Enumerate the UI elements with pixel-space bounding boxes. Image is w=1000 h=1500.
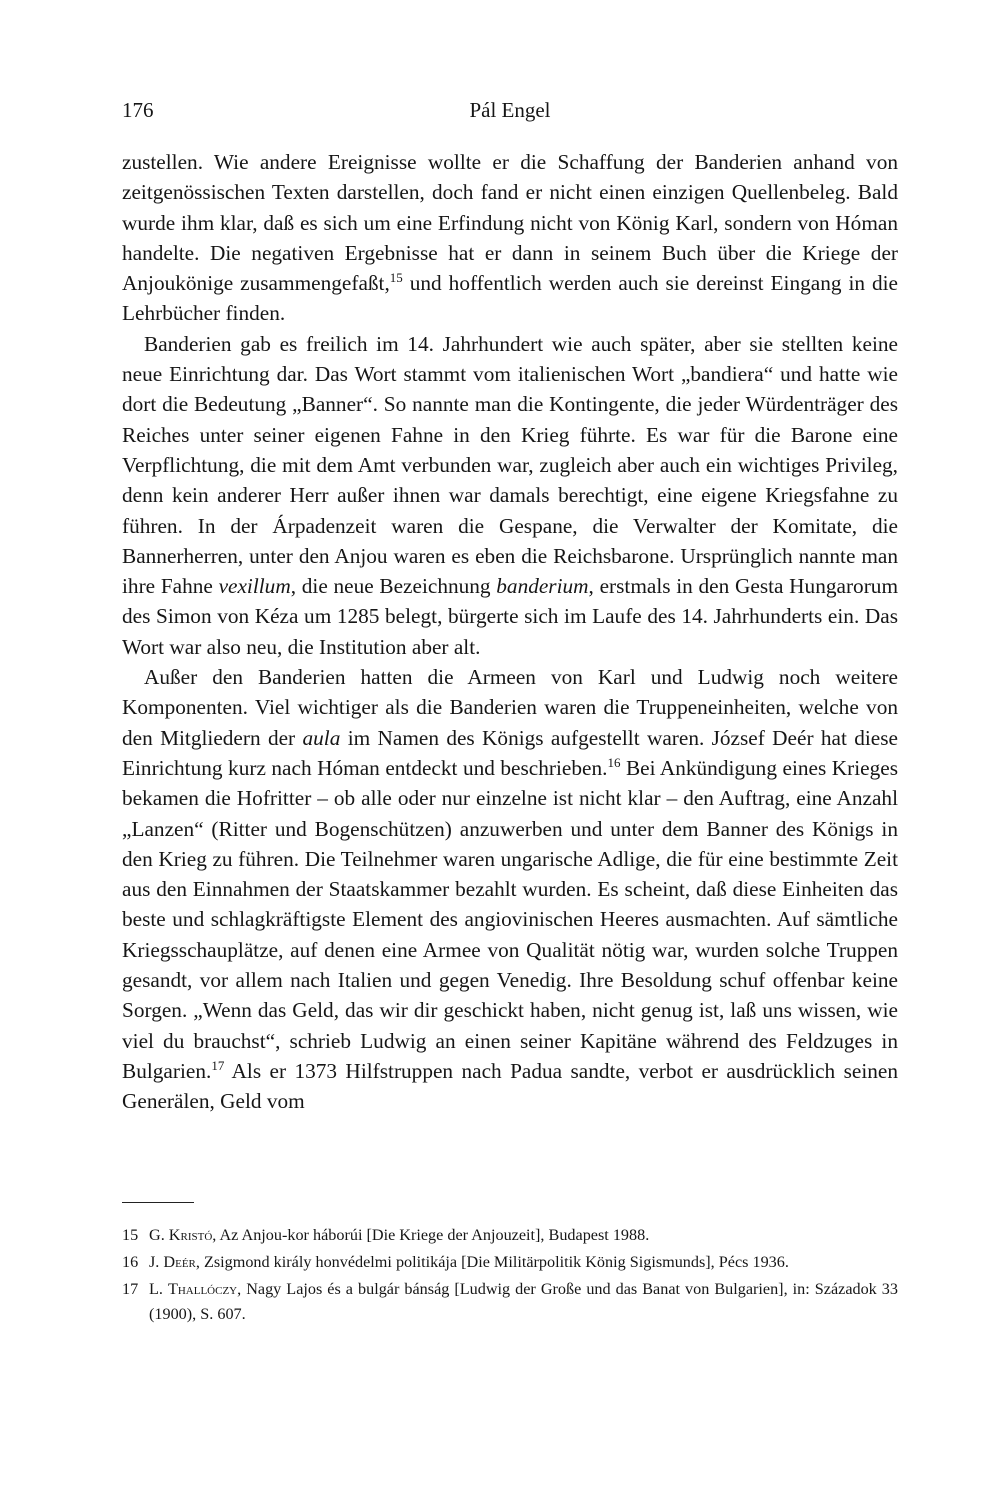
- footnote-text: [149, 1253, 789, 1271]
- text-run: Als er 1373 Hilfstruppen nach Padua sandte, verbot er ausdrücklich seinen Generälen, Geld vom: [122, 1058, 898, 1114]
- footnote-number: 17: [122, 1280, 139, 1298]
- text-run: , Az Anjou-kor háborúi [Die Kriege der Anjouzeit], Budapest 1988.: [212, 1226, 650, 1244]
- footnote-15: [122, 1223, 898, 1248]
- paragraph-2: [122, 329, 898, 662]
- text-run: , erstmals in den Gesta Hungarorum des Simon von Kéza um 1285 belegt, bürgerte sich im Laufe des 14. Jahrhunderts ein. Das Wort war also neu, die Institution aber alt.: [122, 574, 899, 659]
- footnote-separator: [122, 1202, 194, 1203]
- text-run: im Namen des Königs aufgestellt waren. József Deér hat diese Einrichtung kurz nach Hóman entdeckt und beschrieben.: [122, 725, 898, 780]
- body-text: [122, 147, 898, 1117]
- text-run: Bei Ankündigung eines Krieges bekamen die Hofritter – ob alle oder nur einzelne ist nicht klar – den Auftrag, eine Anzahl „Lanzen“ (Ritter und Bogenschützen) anzuwerben und unter dem Banner des Königs in den Krieg zu führen. Die Teilnehmer waren ungarische Adlige, die für eine bestimmte Zeit aus den Einnahmen der Staatskammer bezahlt wurden. Es scheint, daß diese Einheiten das beste und schlagkräftigste Element des angiovinischen Heeres ausmachten. Auf sämtliche Kriegsschauplätze, auf denen eine Armee von Qualität nötig war, wurden solche Truppen gesandt, vor allem nach Italien und gegen Venedig. Ihre Besoldung schuf offenbar keine Sorgen. „Wenn das Geld, das wir dir geschickt haben, nicht genug ist, laß uns wissen, wie viel du brauchst“, schrieb Ludwig an einen seiner Kapitäne während des Feldzuges in Bulgarien.: [122, 755, 898, 1083]
- footnote-17: [122, 1277, 898, 1327]
- italic-text: aula: [302, 725, 341, 750]
- author-name: Kristó: [168, 1226, 213, 1244]
- text-run: , die neue Bezeichnung: [290, 574, 497, 599]
- footnote-reference: 17: [211, 1057, 225, 1073]
- text-run: , Zsigmond király honvédelmi politikája [Die Militärpolitik König Sigismunds], Pécs 1936.: [195, 1253, 789, 1271]
- footnote-number: 15: [122, 1226, 139, 1244]
- text-run: G.: [149, 1226, 169, 1244]
- footnote-reference: 15: [389, 270, 403, 286]
- text-run: L.: [149, 1280, 168, 1298]
- paragraph-1: [122, 147, 898, 329]
- page-header: [122, 98, 898, 130]
- italic-text: banderium: [496, 574, 589, 599]
- footnote-number: 16: [122, 1253, 139, 1271]
- text-run: zustellen. Wie andere Ereignisse wollte er die Schaffung der Banderien anhand von zeitgenössischen Texten darstellen, doch fand er nicht einen einzigen Quellenbeleg. Bald wurde ihm klar, daß es sich um eine Erfindung nicht von König Karl, sondern von Hóman handelte. Die negativen Ergebnisse hat er dann in seinem Buch über die Kriege der Anjoukönige zusammengefaßt,: [122, 150, 898, 296]
- footnote-16: [122, 1250, 898, 1275]
- text-run: , Nagy Lajos és a bulgár bánság [Ludwig der Große und das Banat von Bulgarien], in: Századok 33 (1900), S. 607.: [149, 1280, 898, 1323]
- author-name: Thallóczy: [167, 1280, 238, 1298]
- page-number: 176: [122, 98, 154, 122]
- running-title: Pál Engel: [469, 98, 551, 122]
- paragraph-3: [122, 662, 898, 1116]
- text-run: und hoffentlich werden auch sie dereinst Eingang in die Lehrbücher finden.: [122, 271, 899, 326]
- footnote-reference: 16: [607, 754, 621, 770]
- footnote-text: [149, 1226, 649, 1244]
- footnotes: [122, 1223, 898, 1329]
- text-run: Banderien gab es freilich im 14. Jahrhundert wie auch später, aber sie stellten keine neue Einrichtung dar. Das Wort stammt vom italienischen Wort „bandiera“ und hatte wie dort die Bedeutung „Banner“. So nannte man die Kontingente, die jeder Würdenträger des Reiches unter seiner eigenen Fahne in den Krieg führte. Es war für die Barone eine Verpflichtung, die mit dem Amt verbunden war, zugleich aber auch ein wichtiges Privileg, denn kein anderer Herr außer ihnen war damals berechtigt, eine eigene Kriegsfahne zu führen. In der Árpadenzeit waren die Gespane, die Verwalter der Komitate, die Bannerherren, unter den Anjou waren es eben die Reichsbarone. Ursprünglich nannte man ihre Fahne: [122, 331, 898, 599]
- author-name: Deér: [163, 1253, 196, 1271]
- footnote-text: [149, 1280, 898, 1323]
- text-run: Außer den Banderien hatten die Armeen von Karl und Ludwig noch weitere Komponenten. Viel wichtiger als die Banderien waren die Truppeneinheiten, welche von den Mitgliedern der: [122, 665, 898, 750]
- text-run: J.: [149, 1253, 164, 1271]
- italic-text: vexillum: [218, 574, 291, 599]
